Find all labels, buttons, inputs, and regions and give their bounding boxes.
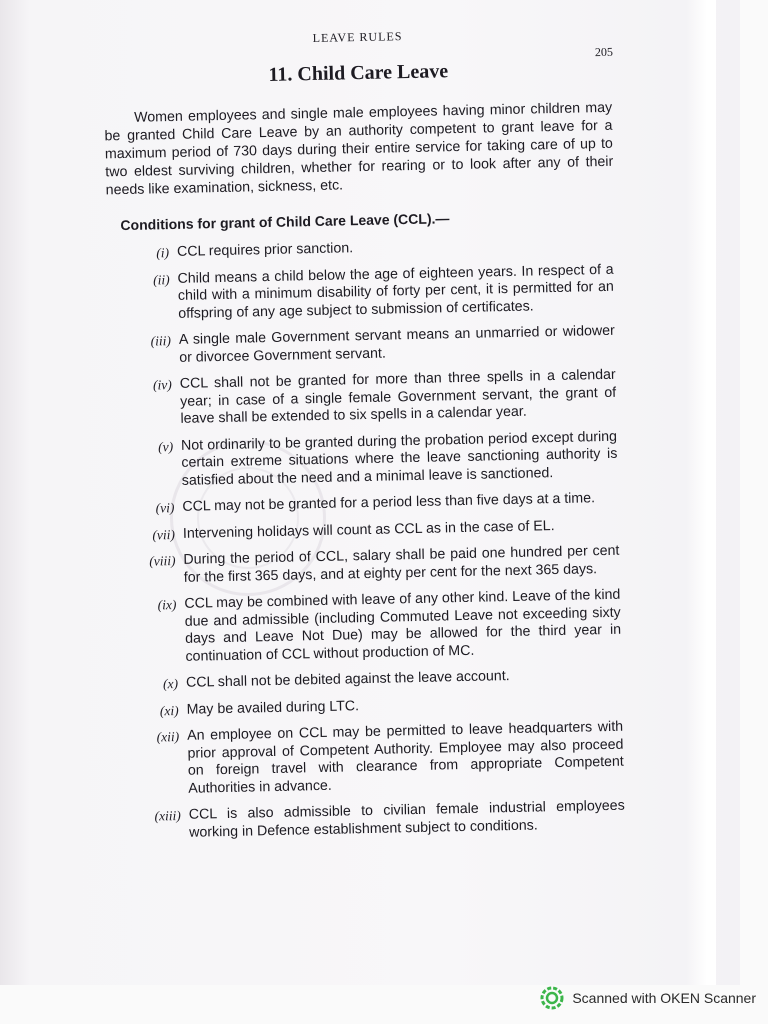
chapter-title: 11. Child Care Leave <box>268 60 449 86</box>
conditions-list <box>113 235 626 852</box>
condition-text: Intervening holidays will count as CCL as in the case of EL. <box>182 517 555 542</box>
condition-number: (vi) <box>155 500 175 516</box>
condition-text: CCL may not be granted for a period less than five days at a time. <box>182 490 596 515</box>
page-number: 205 <box>594 44 614 60</box>
condition-text: May be availed during LTC. <box>186 697 360 718</box>
condition-number: (x) <box>162 675 179 692</box>
paper-edge <box>686 0 716 985</box>
condition-number: (xiii) <box>154 807 181 824</box>
condition-number: (ii) <box>152 271 170 287</box>
condition-number: (iv) <box>152 377 172 393</box>
condition-text: A single male Government servant means an unmarried or widower or divorcee Government servant. <box>178 322 615 366</box>
condition-item <box>123 719 624 799</box>
condition-text: CCL may be combined with leave of any other kind. Leave of the kind due and admissible (including Commuted Leave not exceeding sixty days and Leave Not Due) may be allowed for the third year in continuation of CCL without production of MC. <box>184 586 622 665</box>
condition-text: Not ordinarily to be granted during the probation period except during certain extreme situations where the leave sanctioning authority is satisfied about the need and a minimal leave is sanctioned. <box>180 428 618 489</box>
conditions-heading: Conditions for grant of Child Care Leave (CCL).— <box>120 210 450 234</box>
condition-number: (i) <box>156 245 170 261</box>
condition-number: (viii) <box>149 553 176 569</box>
condition-text: CCL is also admissible to civilian female industrial employees working in Defence establishment subject to conditions. <box>188 797 625 841</box>
condition-number: (ix) <box>157 596 177 613</box>
condition-item <box>113 261 614 324</box>
condition-item <box>116 367 617 430</box>
condition-number: (xii) <box>156 728 180 745</box>
condition-item <box>115 323 616 368</box>
condition-text: CCL shall not be debited against the leave account. <box>185 668 510 691</box>
condition-number: (v) <box>157 438 174 454</box>
condition-item <box>122 666 622 694</box>
running-head: LEAVE RULES <box>312 29 403 46</box>
oken-scanner-logo-icon <box>540 986 564 1010</box>
condition-number: (xi) <box>159 702 179 718</box>
condition-item <box>118 490 618 518</box>
condition-number: (vii) <box>152 526 176 542</box>
condition-item <box>113 235 613 263</box>
intro-paragraph: Women employees and single male employees having minor children may be granted Child Care Leave by an authority competent to grant leave for a maximum period of 730 days during their entire service for taking care of up to two eldest surviving children, whether for rearing or to look after any of their needs like examination, sickness, etc. <box>104 99 614 199</box>
condition-text: CCL shall not be granted for more than three spells in a calendar year; in case of a single female Government servant, the grant of leave shall be extended to six spells in a calendar year. <box>179 366 617 427</box>
book-page <box>102 15 631 955</box>
condition-text: An employee on CCL may be permitted to leave headquarters with prior approval of Competent Authority. Employee may also proceed on foreign travel with clearance from appropriate Competent Authorities in advance. <box>186 718 624 797</box>
condition-text: CCL requires prior sanction. <box>176 240 354 260</box>
condition-number: (iii) <box>150 333 172 349</box>
scanner-watermark <box>540 986 756 1010</box>
condition-item <box>125 798 626 843</box>
condition-item <box>119 543 620 588</box>
condition-text: Child means a child below the age of eighteen years. In respect of a child with a minimum disability of forty per cent, it is permitted for an offspring of any age subject to submission of certificates. <box>177 261 615 322</box>
condition-item <box>117 428 618 491</box>
condition-item <box>119 516 619 544</box>
condition-text: During the period of CCL, salary shall be paid one hundred per cent for the first 365 days, and at eighty per cent for the next 365 days. <box>183 542 620 586</box>
scanner-watermark-text: Scanned with OKEN Scanner <box>572 990 756 1006</box>
condition-item <box>122 692 622 720</box>
condition-item <box>120 587 621 667</box>
